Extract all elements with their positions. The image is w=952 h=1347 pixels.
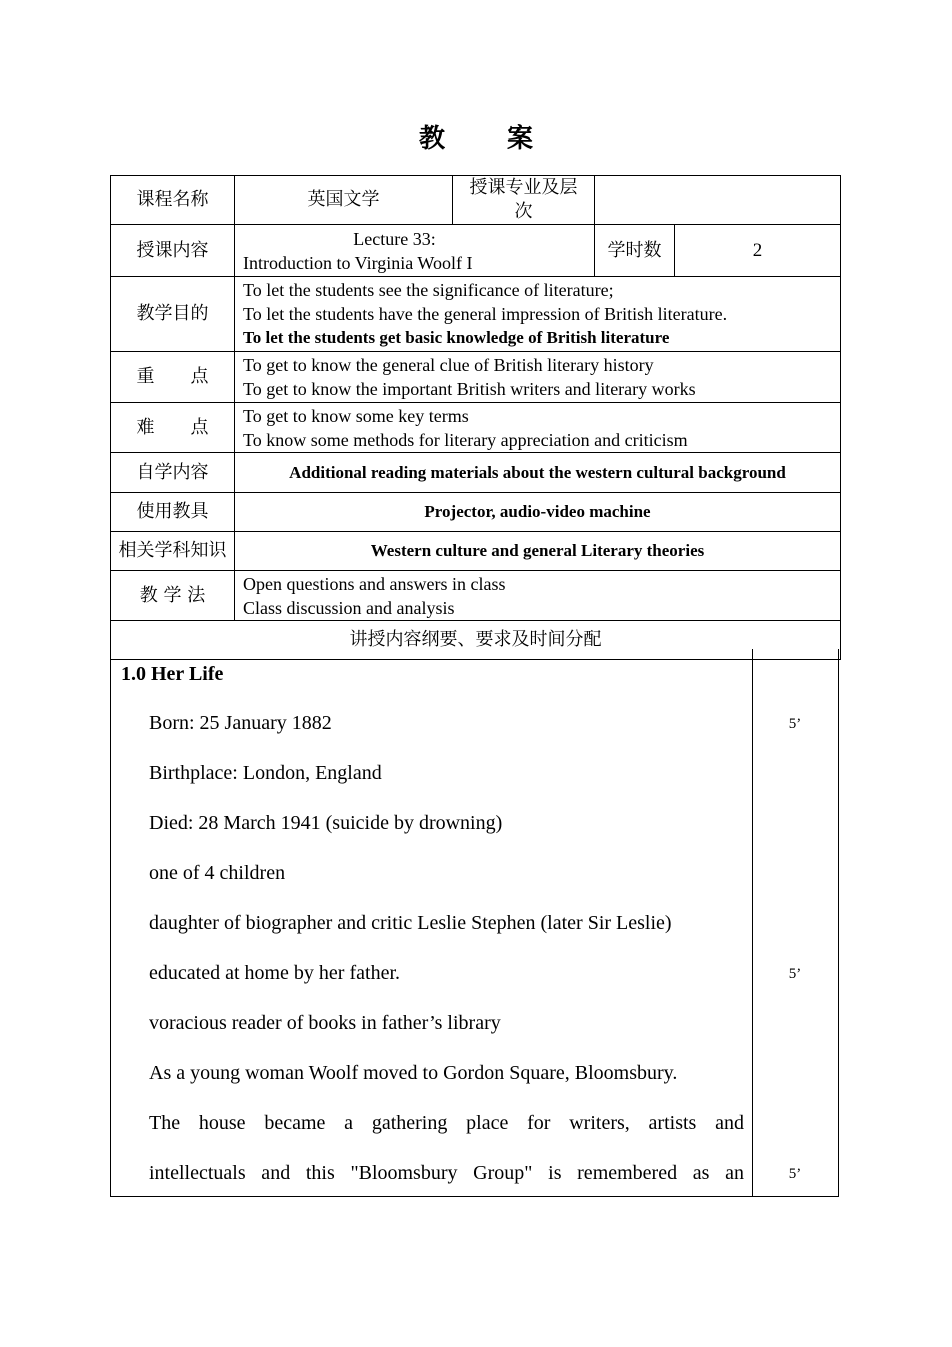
content-label: 授课内容 [111,225,235,277]
key-point-2: To get to know the important British writers and literary works [243,379,696,399]
body-line-1: Born: 25 January 1882 [149,712,332,734]
key-points-label: 重 点 [111,352,235,403]
time-allocation-1: 5’ [788,716,802,732]
method-2: Class discussion and analysis [243,597,455,618]
major-value [595,176,841,225]
hours-value: 2 [675,225,841,277]
difficulties-value [235,403,841,453]
time-allocation-2: 5’ [788,966,802,982]
major-label: 授课专业及层次 [453,176,595,225]
method-1: Open questions and answers in class [243,573,506,594]
body-line-3: Died: 28 March 1941 (suicide by drowning) [149,812,503,834]
content-line-1: Lecture 33: [353,228,436,249]
method-label: 教 学 法 [111,571,235,621]
content-line-2: Introduction to Virginia Woolf I [243,252,473,273]
difficulty-1: To get to know some key terms [243,405,469,426]
time-column-divider [752,649,753,1197]
body-line-9: The house became a gathering place for writers, artists and [149,1112,744,1134]
tools-label: 使用教具 [111,493,235,532]
objective-1: To let the students see the significance of literature; [243,280,614,300]
body-line-5: daughter of biographer and critic Leslie Stephen (later Sir Leslie) [149,912,672,934]
related-value: Western culture and general Literary theories [235,532,841,571]
body-line-4: one of 4 children [149,862,286,884]
tools-value: Projector, audio-video machine [235,493,841,532]
outline-header: 讲授内容纲要、要求及时间分配 [111,621,841,660]
self-study-label: 自学内容 [111,453,235,493]
related-label: 相关学科知识 [111,532,235,571]
key-points-value [235,352,841,403]
hours-label: 学时数 [595,225,675,277]
body-line-8: As a young woman Woolf moved to Gordon Square, Bloomsbury. [149,1062,678,1084]
objectives-value [235,277,841,352]
objectives-label: 教学目的 [111,277,235,352]
objective-3: To let the students get basic knowledge of British literature [243,328,670,347]
method-value [235,571,841,621]
title-char-1: 教 [418,124,445,154]
lesson-plan-form [110,175,841,660]
difficulty-2: To know some methods for literary appreciation and criticism [243,429,688,450]
difficulties-label: 难 点 [111,403,235,453]
objective-2: To let the students have the general impression of British literature. [243,304,728,324]
self-study-value: Additional reading materials about the western cultural background [235,453,841,493]
course-name-value: 英国文学 [235,176,453,225]
body-line-10: intellectuals and this "Bloomsbury Group" is remembered as an [149,1162,744,1184]
body-line-7: voracious reader of books in father’s library [149,1012,501,1034]
body-line-2: Birthplace: London, England [149,762,382,784]
title-char-2: 案 [507,124,534,154]
section-heading: 1.0 Her Life [121,663,224,685]
body-line-6: educated at home by her father. [149,962,400,984]
content-value [235,225,595,277]
key-point-1: To get to know the general clue of British literary history [243,355,654,375]
time-allocation-3: 5’ [788,1166,802,1182]
course-name-label: 课程名称 [111,176,235,225]
page-title [0,118,952,155]
